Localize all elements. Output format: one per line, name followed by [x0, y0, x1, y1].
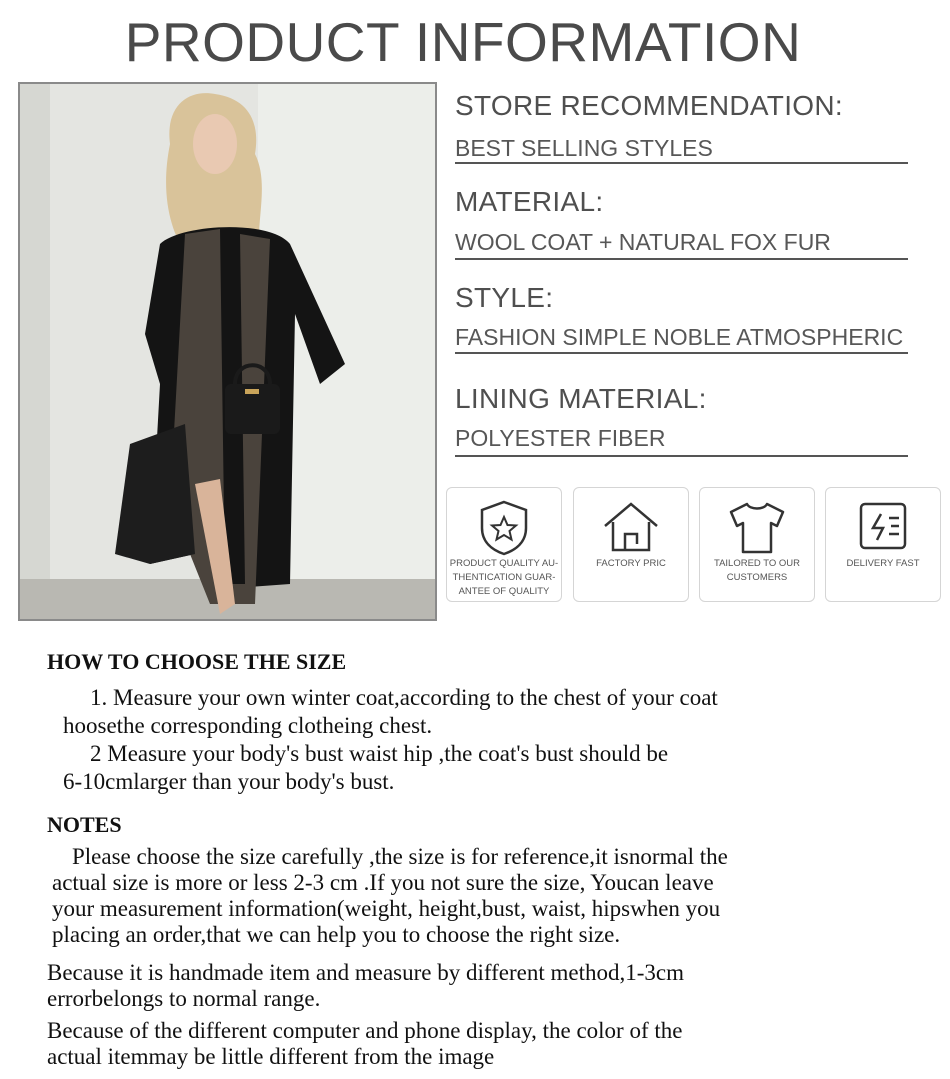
store-recommendation-label: STORE RECOMMENDATION:: [455, 90, 843, 121]
delivery-badge: [825, 487, 941, 602]
quality-badge: [446, 487, 562, 602]
divider: [455, 455, 908, 457]
badge-caption: THENTICATION GUAR-: [452, 572, 556, 583]
notes-line: actual itemmay be little different from the image: [47, 1044, 495, 1069]
badge-caption: TAILORED TO OUR: [713, 558, 801, 569]
page-title: PRODUCT INFORMATION: [124, 11, 802, 73]
house-icon: [599, 498, 663, 558]
lining-material-label: LINING MATERIAL:: [455, 383, 707, 414]
style-value: FASHION SIMPLE NOBLE ATMOSPHERIC: [455, 324, 904, 350]
divider: [455, 352, 908, 354]
lining-material-value: POLYESTER FIBER: [455, 425, 666, 451]
tshirt-icon: [725, 498, 789, 558]
badge-caption: CUSTOMERS: [726, 572, 788, 583]
badge-caption: DELIVERY FAST: [846, 558, 920, 569]
size-guide-line: 6-10cmlarger than your body's bust.: [63, 769, 395, 794]
shield-star-icon: [472, 498, 536, 558]
notes-line: Because of the different computer and phone display, the color of the: [47, 1018, 683, 1043]
badge-caption: PRODUCT QUALITY AU-: [449, 558, 559, 569]
notes-line: errorbelongs to normal range.: [47, 986, 321, 1011]
divider: [455, 258, 908, 260]
notes-line: your measurement information(weight, height,bust, waist, hipswhen you: [52, 896, 721, 921]
size-guide-line: 1. Measure your own winter coat,according to the chest of your coat: [90, 685, 718, 710]
delivery-icon: [851, 498, 915, 558]
factory-price-badge: [573, 487, 689, 602]
notes-line: actual size is more or less 2-3 cm .If you not sure the size, Youcan leave: [52, 870, 714, 895]
material-value: WOOL COAT + NATURAL FOX FUR: [455, 229, 831, 255]
material-label: MATERIAL:: [455, 186, 604, 217]
tailored-badge: [699, 487, 815, 602]
divider: [455, 162, 908, 164]
badge-caption: ANTEE OF QUALITY: [458, 586, 550, 597]
notes-line: placing an order,that we can help you to choose the right size.: [52, 922, 621, 947]
size-guide-line: hoosethe corresponding clotheing chest.: [63, 713, 433, 738]
badge-caption: FACTORY PRIC: [596, 558, 666, 569]
size-guide-line: 2 Measure your body's bust waist hip ,the coat's bust should be: [90, 741, 669, 766]
style-label: STYLE:: [455, 282, 554, 313]
product-photo: [18, 82, 437, 621]
notes-line: Because it is handmade item and measure by different method,1-3cm: [47, 960, 684, 985]
notes-heading: NOTES: [47, 812, 122, 837]
store-recommendation-value: BEST SELLING STYLES: [455, 135, 713, 161]
notes-line: Please choose the size carefully ,the size is for reference,it isnormal the: [72, 844, 728, 869]
model-in-coat-image: [20, 84, 435, 619]
size-guide-heading: HOW TO CHOOSE THE SIZE: [47, 649, 347, 674]
